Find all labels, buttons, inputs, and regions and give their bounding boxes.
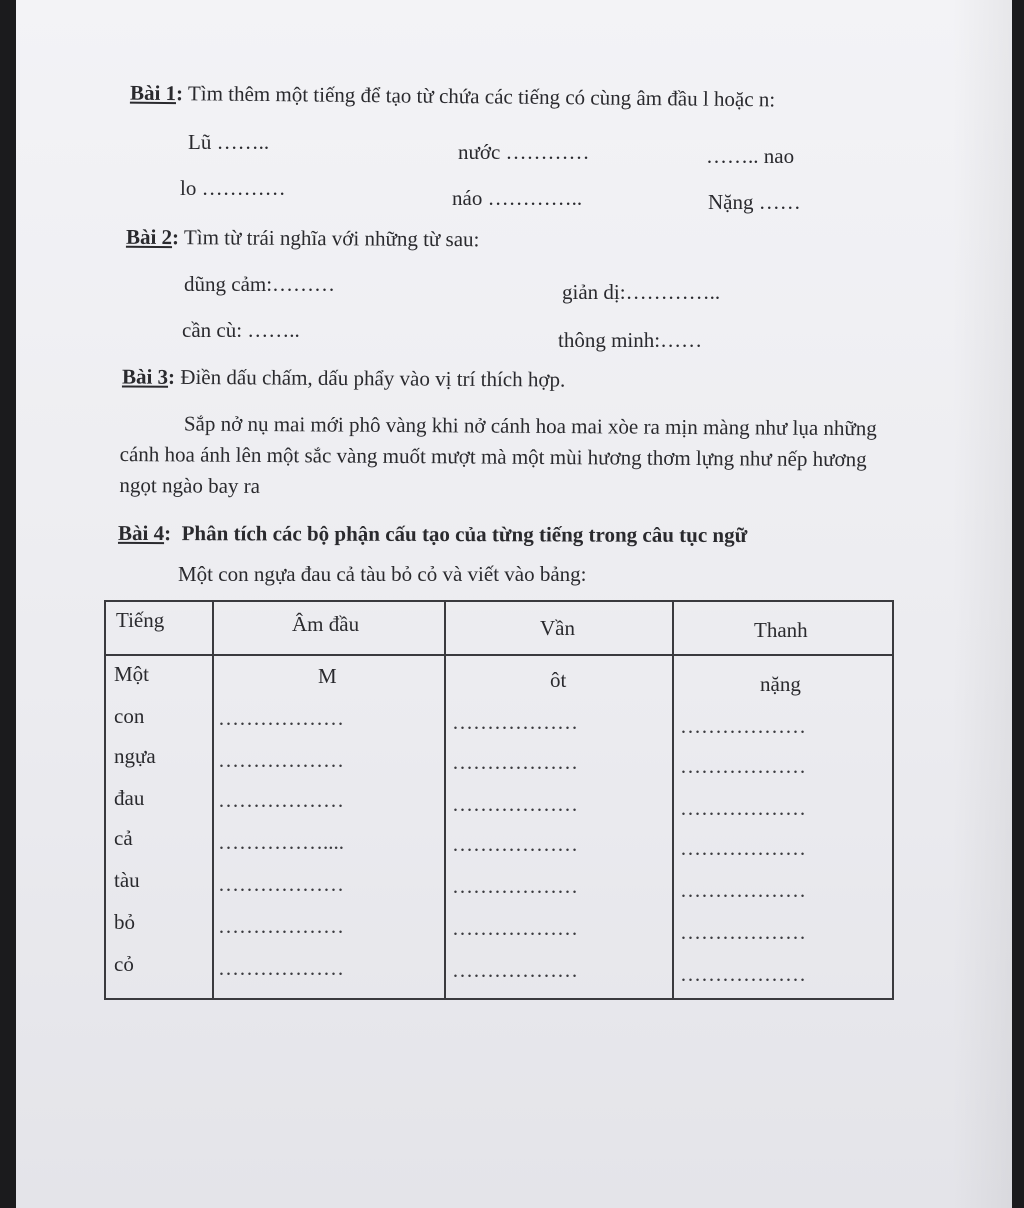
cell-van: ……………… bbox=[452, 832, 578, 856]
bai2-item: dũng cảm:……… bbox=[184, 272, 336, 296]
paragraph-line: Sắp nở nụ mai mới phô vàng khi nở cánh hoa mai xòe ra mịn màng như lụa những bbox=[183, 411, 877, 441]
bai1-item: náo ………….. bbox=[452, 186, 583, 210]
header-tieng: Tiếng bbox=[116, 608, 165, 632]
cell-van: ……………… bbox=[452, 750, 578, 774]
cell-thanh: ……………… bbox=[680, 836, 806, 860]
cell-tieng: bỏ bbox=[114, 910, 135, 934]
bai4-label: Bài 4 bbox=[117, 520, 165, 546]
bai2-item: giản dị:………….. bbox=[562, 280, 721, 304]
bai1-instruction: Tìm thêm một tiếng để tạo từ chứa các tiếng có cùng âm đầu l hoặc n: bbox=[182, 81, 776, 112]
cell-thanh: ……………… bbox=[680, 878, 806, 902]
cell-van: ……………… bbox=[452, 710, 578, 734]
bai1-item: Nặng …… bbox=[708, 190, 801, 214]
cell-am-dau: ……………… bbox=[218, 872, 344, 896]
cell-thanh: ……………… bbox=[680, 962, 806, 986]
header-thanh: Thanh bbox=[754, 618, 808, 642]
bai2-item: thông minh:…… bbox=[558, 328, 703, 352]
bai1-item: Lũ …….. bbox=[188, 130, 270, 154]
cell-am-dau: ……………… bbox=[218, 956, 344, 980]
bai3-instruction: Điền dấu chấm, dấu phẩy vào vị trí thích hợp. bbox=[175, 364, 566, 392]
bai1-label: Bài 1 bbox=[129, 80, 177, 106]
cell-am-dau: ……………… bbox=[218, 914, 344, 938]
bai2-label: Bài 2 bbox=[125, 224, 173, 250]
analysis-table bbox=[104, 600, 894, 1000]
cell-van: ……………… bbox=[452, 792, 578, 816]
cell-tieng: cỏ bbox=[114, 952, 134, 976]
cell-thanh: ……………… bbox=[680, 796, 806, 820]
cell-am-dau: M bbox=[318, 664, 337, 688]
cell-tieng: cả bbox=[114, 826, 133, 850]
cell-van: ……………… bbox=[452, 916, 578, 940]
cell-thanh: ……………… bbox=[680, 714, 806, 738]
worksheet-page bbox=[16, 0, 1012, 1208]
cell-tieng: Một bbox=[114, 662, 150, 686]
cell-van: ……………… bbox=[452, 958, 578, 982]
paragraph-line: cánh hoa ánh lên một sắc vàng muốt mượt mà một mùi hương thơm lựng như nếp hương bbox=[119, 441, 867, 472]
bai4-subtext: Một con ngựa đau cả tàu bỏ cỏ và viết vào bảng: bbox=[178, 562, 587, 586]
cell-am-dau: ……………… bbox=[218, 788, 344, 812]
cell-thanh: nặng bbox=[760, 672, 801, 696]
bai2-item: cần cù: …….. bbox=[182, 318, 300, 342]
cell-van: ……………… bbox=[452, 874, 578, 898]
cell-thanh: ……………… bbox=[680, 754, 806, 778]
cell-van: ôt bbox=[550, 668, 567, 692]
cell-thanh: ……………… bbox=[680, 920, 806, 944]
bai4-heading: Bài 4: Phân tích các bộ phận cấu tạo của từng tiếng trong câu tục ngữ bbox=[117, 520, 748, 548]
cell-tieng: tàu bbox=[114, 868, 140, 892]
paragraph-line: ngọt ngào bay ra bbox=[119, 472, 261, 498]
bai1-item: nước ………… bbox=[458, 140, 590, 164]
cell-tieng: đau bbox=[114, 786, 145, 810]
bai1-item: lo ………… bbox=[180, 176, 286, 200]
bai2-instruction: Tìm từ trái nghĩa với những từ sau: bbox=[179, 225, 480, 252]
cell-am-dau: ……………… bbox=[218, 748, 344, 772]
bai2-heading: Bài 2: Tìm từ trái nghĩa với những từ sau: bbox=[125, 224, 480, 252]
bai3-heading: Bài 3: Điền dấu chấm, dấu phẩy vào vị trí thích hợp. bbox=[121, 364, 566, 392]
bai1-item: …….. nao bbox=[706, 144, 795, 168]
header-am-dau: Âm đầu bbox=[292, 612, 360, 636]
bai3-label: Bài 3 bbox=[121, 364, 169, 389]
cell-tieng: ngựa bbox=[114, 744, 156, 768]
header-van: Vần bbox=[540, 616, 575, 640]
bai1-heading: Bài 1: Tìm thêm một tiếng để tạo từ chứa các tiếng có cùng âm đầu l hoặc n: bbox=[129, 80, 776, 112]
cell-am-dau: …………….... bbox=[218, 830, 344, 854]
bai3-paragraph bbox=[119, 408, 980, 507]
cell-am-dau: ……………… bbox=[218, 706, 344, 730]
cell-tieng: con bbox=[114, 704, 145, 728]
bai4-instruction: Phân tích các bộ phận cấu tạo của từng tiếng trong câu tục ngữ bbox=[181, 521, 748, 548]
